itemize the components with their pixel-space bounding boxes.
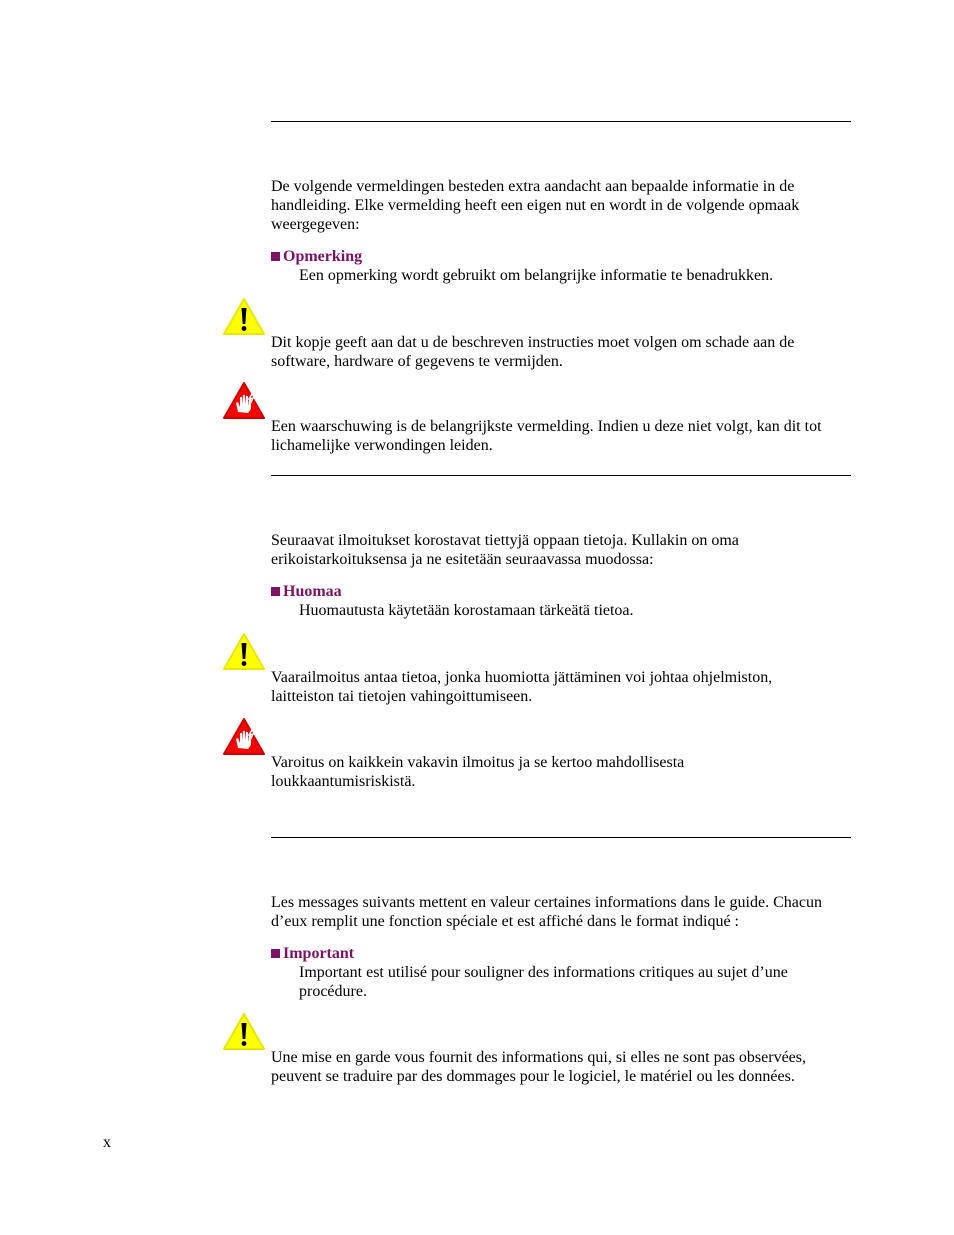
warning-hand-icon: [222, 381, 266, 421]
caution-text: Dit kopje geeft aan dat u de beschreven instructies moet volgen om schade aan de software, hardware of gegevens te vermijden.: [271, 334, 795, 370]
caution-exclamation-icon: [222, 1012, 266, 1052]
warning-hand-icon: [222, 717, 266, 757]
warning-text: Varoitus on kaikkein vakavin ilmoitus ja se kertoo mahdollisesta loukkaantumisriskistä.: [271, 754, 685, 790]
caution-text: Une mise en garde vous fournit des informations qui, si elles ne sont pas observées, peuvent se traduire par des dommages pour le logiciel, le matériel ou les données.: [271, 1049, 806, 1085]
note-text: Huomautusta käytetään korostamaan tärkeätä tietoa.: [299, 602, 634, 619]
section-intro: Seuraavat ilmoitukset korostavat tiettyjä oppaan tietoja. Kullakin on oma erikoistarkoituksensa ja ne esitetään seuraavassa muodossa:: [271, 532, 739, 568]
section-divider: [271, 121, 851, 122]
note-label: Important: [271, 944, 354, 963]
section-divider: [271, 837, 851, 838]
note-text: Important est utilisé pour souligner des informations critiques au sujet d’une procédure.: [299, 964, 788, 1000]
note-text: Een opmerking wordt gebruikt om belangrijke informatie te benadrukken.: [299, 267, 774, 284]
bullet-square-icon: [271, 252, 280, 261]
bullet-square-icon: [271, 949, 280, 958]
caution-text: Vaarailmoitus antaa tietoa, jonka huomiotta jättäminen voi johtaa ohjelmiston, laitteiston tai tietojen vahingoittumiseen.: [271, 669, 773, 705]
note-label: Huomaa: [271, 582, 342, 601]
section-intro: Les messages suivants mettent en valeur certaines informations dans le guide. Chacun d’eux remplit une fonction spéciale et est affiché dans le format indiqué :: [271, 894, 822, 930]
section-divider: [271, 475, 851, 476]
caution-exclamation-icon: [222, 297, 266, 337]
caution-exclamation-icon: [222, 632, 266, 672]
section-intro: De volgende vermeldingen besteden extra aandacht aan bepaalde informatie in de handleiding. Elke vermelding heeft een eigen nut en wordt in de volgende opmaak weergegeven:: [271, 178, 800, 233]
warning-text: Een waarschuwing is de belangrijkste vermelding. Indien u deze niet volgt, kan dit tot lichamelijke verwondingen leiden.: [271, 418, 822, 454]
bullet-square-icon: [271, 587, 280, 596]
page-number: x: [103, 1134, 111, 1151]
note-label: Opmerking: [271, 247, 362, 266]
